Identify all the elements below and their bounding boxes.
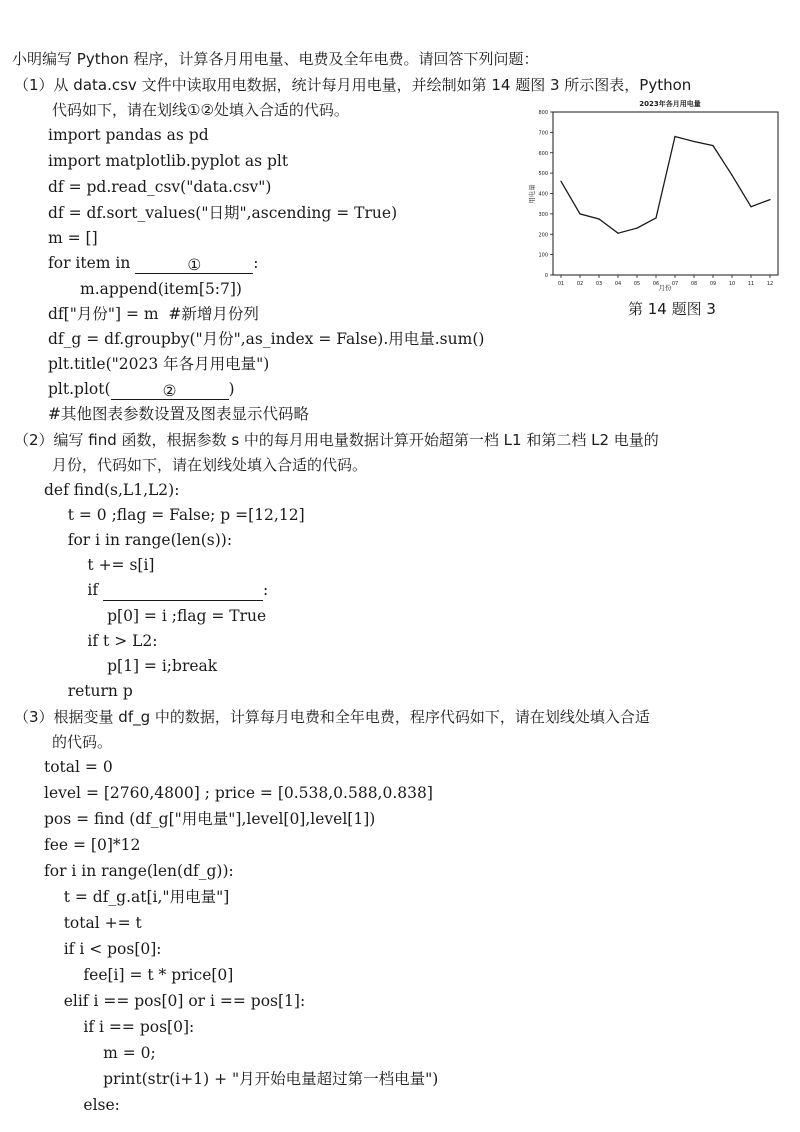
data-point xyxy=(750,206,751,207)
code-line: df = pd.read_csv("data.csv") xyxy=(48,178,272,196)
q1-stem-line2: 代码如下，请在划线①②处填入合适的代码。 xyxy=(52,101,349,119)
y-tick-label: 800 xyxy=(538,110,548,116)
q1-plot-line xyxy=(48,378,235,400)
x-tick-label: 10 xyxy=(728,281,736,287)
code-line: import pandas as pd xyxy=(48,126,209,144)
data-point xyxy=(655,217,656,218)
y-tick-label: 100 xyxy=(538,252,548,259)
answer-blank-2[interactable]: ② xyxy=(111,380,229,400)
code-text: for item in xyxy=(48,254,136,272)
chart-title: 2023年各月用电量 xyxy=(639,100,701,108)
code-text: : xyxy=(263,581,269,599)
x-tick-label: 11 xyxy=(747,281,755,287)
data-point xyxy=(636,228,637,229)
series-line xyxy=(561,137,770,234)
code-line: t = df_g.at[i,"用电量"] xyxy=(44,888,230,906)
q3-stem-line2: 的代码。 xyxy=(52,733,113,751)
y-tick-label: 600 xyxy=(538,150,548,157)
figure-caption: 第 14 题图 3 xyxy=(628,300,716,318)
code-line: if i < pos[0]: xyxy=(44,940,162,958)
code-comment: #其他图表参数设置及图表显示代码略 xyxy=(48,405,309,423)
data-point xyxy=(731,175,732,176)
y-tick-label: 0 xyxy=(544,273,548,279)
data-point xyxy=(579,213,580,214)
data-point xyxy=(712,145,713,146)
q2-stem-line2: 月份，代码如下，请在划线处填入合适的代码。 xyxy=(52,456,368,474)
code-text: ) xyxy=(228,380,235,398)
data-point xyxy=(769,199,770,200)
code-line: df_g = df.groupby("月份",as_index = False).用电量.sum() xyxy=(48,330,485,348)
y-tick-label: 700 xyxy=(538,130,548,137)
code-line: t = 0 ;flag = False; p =[12,12] xyxy=(48,506,305,524)
code-line: for i in range(len(s)): xyxy=(48,531,233,549)
y-axis xyxy=(538,110,553,279)
x-tick-label: 12 xyxy=(766,281,774,287)
code-line: m = [] xyxy=(48,229,98,247)
x-tick-label: 03 xyxy=(595,281,603,287)
q2-if-line xyxy=(48,579,268,601)
x-tick-label: 04 xyxy=(614,281,622,287)
code-line: total += t xyxy=(44,914,142,932)
q3-stem-line1: （3）根据变量 df_g 中的数据，计算每月电费和全年电费，程序代码如下，请在划线处填入合适 xyxy=(14,708,650,726)
code-line: m.append(item[5:7]) xyxy=(80,280,242,298)
code-line: df["月份"] = m #新增月份列 xyxy=(48,305,259,323)
code-line: if t > L2: xyxy=(48,632,158,650)
data-point xyxy=(693,141,694,142)
x-tick-label: 05 xyxy=(633,281,641,287)
x-tick-label: 09 xyxy=(709,281,717,287)
y-tick-label: 200 xyxy=(538,232,548,239)
q1-for-line xyxy=(48,252,259,274)
code-line: total = 0 xyxy=(44,758,113,776)
y-tick-label: 500 xyxy=(538,171,548,178)
data-points xyxy=(560,136,770,234)
code-line: for i in range(len(df_g)): xyxy=(44,862,234,880)
answer-blank-3[interactable] xyxy=(103,581,263,601)
y-tick-label: 300 xyxy=(538,211,548,218)
code-line: pos = find (df_g["用电量"],level[0],level[1]) xyxy=(44,810,376,828)
x-tick-label: 08 xyxy=(690,281,698,287)
code-line: fee[i] = t * price[0] xyxy=(44,966,234,984)
y-tick-label: 400 xyxy=(538,191,548,198)
data-point xyxy=(560,181,561,182)
intro-text: 小明编写 Python 程序，计算各月用电量、电费及全年电费。请回答下列问题： xyxy=(12,50,539,68)
plot-frame xyxy=(553,112,778,275)
code-line: plt.title("2023 年各月用电量") xyxy=(48,355,270,373)
data-point xyxy=(674,136,675,137)
data-point xyxy=(617,233,618,234)
code-line: m = 0; xyxy=(44,1044,156,1062)
x-tick-label: 01 xyxy=(557,281,565,287)
y-axis-label: 用电量 xyxy=(528,184,536,204)
code-line: import matplotlib.pyplot as plt xyxy=(48,152,289,170)
code-line: print(str(i+1) + "月开始电量超过第一档电量") xyxy=(44,1070,439,1088)
x-tick-label: 02 xyxy=(576,281,584,287)
x-tick-label: 06 xyxy=(652,281,660,287)
code-line: level = [2760,4800] ; price = [0.538,0.588,0.838] xyxy=(44,784,433,802)
code-line: else: xyxy=(44,1096,120,1114)
code-line: p[0] = i ;flag = True xyxy=(48,607,267,625)
line-chart xyxy=(520,92,785,292)
code-line: t += s[i] xyxy=(48,556,155,574)
code-line: def find(s,L1,L2): xyxy=(44,481,180,499)
data-point xyxy=(598,218,599,219)
code-line: elif i == pos[0] or i == pos[1]: xyxy=(44,992,306,1010)
code-text: : xyxy=(253,254,259,272)
q2-stem-line1: （2）编写 find 函数，根据参数 s 中的每月用电量数据计算开始超第一档 L1 和第二档 L2 电量的 xyxy=(14,431,659,449)
code-line: if i == pos[0]: xyxy=(44,1018,195,1036)
x-tick-label: 07 xyxy=(671,281,679,287)
code-text: if xyxy=(48,581,104,599)
answer-blank-1[interactable]: ① xyxy=(135,254,253,274)
code-line: fee = [0]*12 xyxy=(44,836,141,854)
code-line: return p xyxy=(48,682,133,700)
q1-stem-line1: （1）从 data.csv 文件中读取用电数据，统计每月用电量，并绘制如第 14 题图 3 所示图表，Python xyxy=(14,76,692,94)
code-line: df = df.sort_values("日期",ascending = True) xyxy=(48,204,398,222)
code-line: p[1] = i;break xyxy=(48,657,218,675)
x-axis-label: 月份 xyxy=(658,284,672,292)
code-text: plt.plot( xyxy=(48,380,111,398)
